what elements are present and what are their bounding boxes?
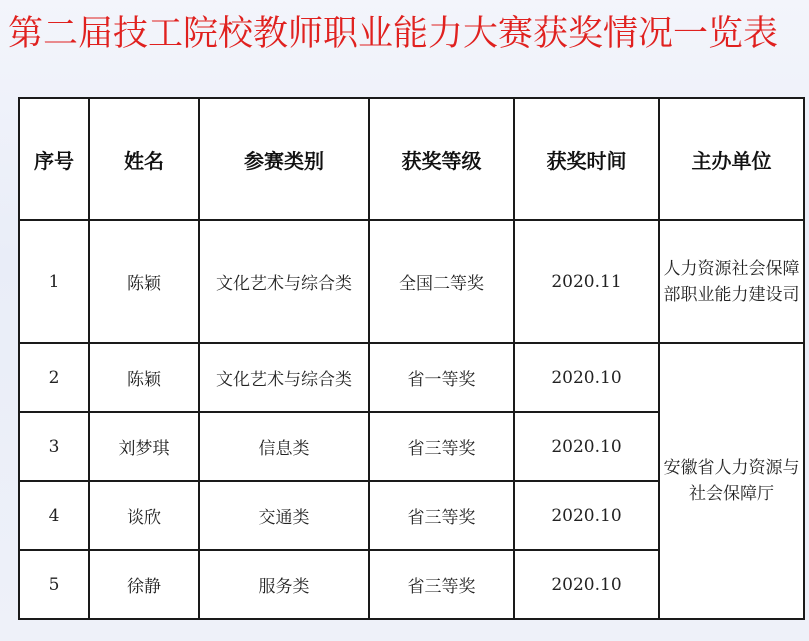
cell-category: 信息类 — [199, 412, 369, 481]
cell-name: 陈颖 — [89, 343, 199, 412]
cell-award-level: 省一等奖 — [369, 343, 514, 412]
cell-index: 4 — [19, 481, 89, 550]
cell-category: 文化艺术与综合类 — [199, 343, 369, 412]
cell-index: 2 — [19, 343, 89, 412]
cell-award-level: 省三等奖 — [369, 550, 514, 619]
cell-index: 1 — [19, 220, 89, 343]
table-row — [19, 343, 804, 412]
header-index: 序号 — [19, 98, 89, 220]
cell-shared-organizer: 安徽省人力资源与社会保障厅 — [659, 343, 804, 619]
cell-category: 服务类 — [199, 550, 369, 619]
page-title: 第二届技工院校教师职业能力大赛获奖情况一览表 — [8, 14, 779, 54]
cell-award-level: 省三等奖 — [369, 412, 514, 481]
cell-name: 徐静 — [89, 550, 199, 619]
cell-index: 5 — [19, 550, 89, 619]
header-name: 姓名 — [89, 98, 199, 220]
cell-award-level: 全国二等奖 — [369, 220, 514, 343]
cell-award-time: 2020.10 — [514, 481, 659, 550]
cell-index: 3 — [19, 412, 89, 481]
header-award-level: 获奖等级 — [369, 98, 514, 220]
cell-name: 陈颖 — [89, 220, 199, 343]
header-organizer: 主办单位 — [659, 98, 804, 220]
cell-award-time: 2020.10 — [514, 412, 659, 481]
cell-category: 文化艺术与综合类 — [199, 220, 369, 343]
awards-table — [18, 97, 805, 620]
header-category: 参赛类别 — [199, 98, 369, 220]
cell-award-level: 省三等奖 — [369, 481, 514, 550]
cell-award-time: 2020.11 — [514, 220, 659, 343]
header-award-time: 获奖时间 — [514, 98, 659, 220]
cell-organizer: 人力资源社会保障部职业能力建设司 — [659, 220, 804, 343]
cell-award-time: 2020.10 — [514, 343, 659, 412]
cell-name: 刘梦琪 — [89, 412, 199, 481]
table-row — [19, 220, 804, 343]
cell-name: 谈欣 — [89, 481, 199, 550]
table-header-row — [19, 98, 804, 220]
cell-award-time: 2020.10 — [514, 550, 659, 619]
cell-category: 交通类 — [199, 481, 369, 550]
